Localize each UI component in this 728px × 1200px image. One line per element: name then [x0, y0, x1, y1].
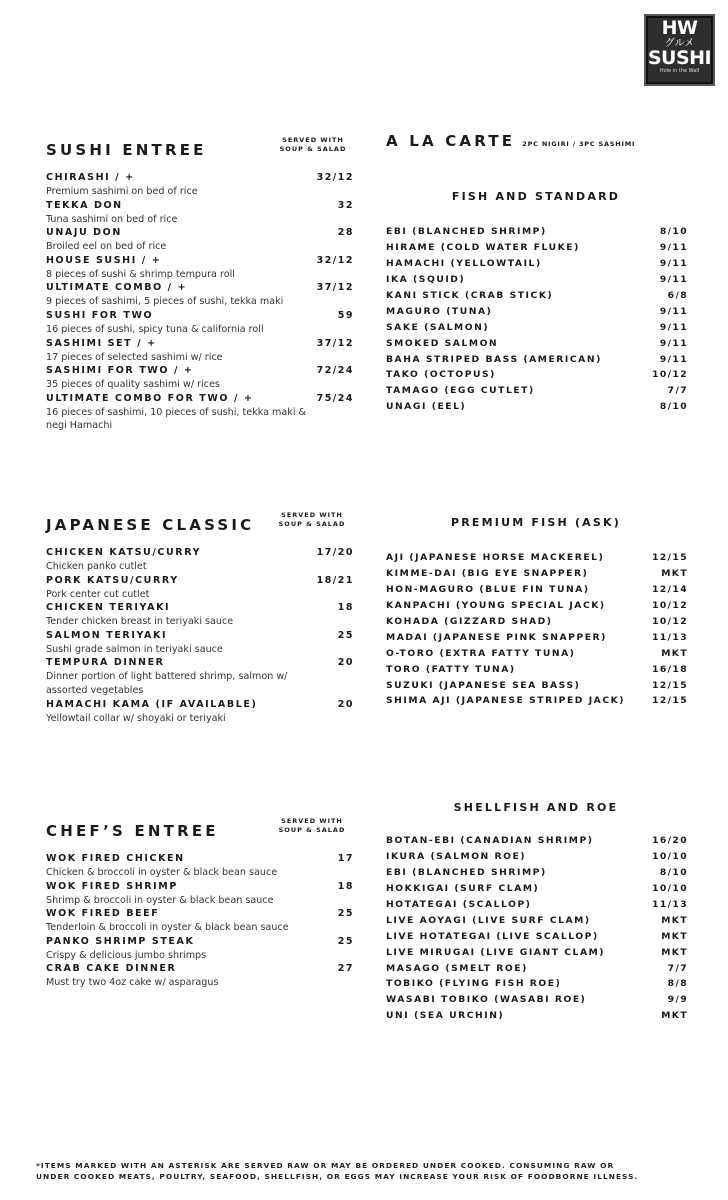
menu-item-description: 16 pieces of sushi, spicy tuna & california roll	[46, 323, 264, 335]
menu-item-price: 20	[337, 698, 354, 710]
a-la-carte-item-name: SAKE (SALMON)	[386, 321, 490, 333]
menu-items	[46, 852, 354, 990]
menu-item-row	[46, 574, 354, 588]
menu-item-row	[46, 199, 354, 213]
a-la-carte-item-name: O-TORO (EXTRA FATTY TUNA)	[386, 647, 576, 659]
a-la-carte-item-price: 12/14	[652, 584, 688, 596]
a-la-carte-title: A LA CARTE	[386, 132, 516, 150]
a-la-carte-item	[386, 399, 688, 415]
served-with-line1: SERVED WITH	[281, 817, 343, 825]
a-la-carte-item-name: UNAGI (EEL)	[386, 401, 467, 413]
menu-item-name: PORK KATSU/CURRY	[46, 574, 179, 586]
a-la-carte-item-price: 11/13	[652, 631, 688, 643]
menu-item	[46, 364, 354, 392]
menu-item	[46, 656, 354, 697]
a-la-carte-item	[386, 614, 688, 630]
served-with-note	[277, 511, 347, 529]
menu-item-row	[46, 907, 354, 921]
served-with-note	[278, 136, 348, 154]
a-la-carte-item-name: KANPACHI (YOUNG SPECIAL JACK)	[386, 600, 606, 612]
menu-item	[46, 852, 354, 880]
menu-item-description: 16 pieces of sashimi, 10 pieces of sushi, tekka maki & negi Hamachi	[46, 406, 307, 432]
menu-item	[46, 226, 354, 254]
a-la-carte-item-name: BAHA STRIPED BASS (AMERICAN)	[386, 353, 602, 365]
a-la-carte-item-name: MASAGO (SMELT ROE)	[386, 962, 528, 974]
shellfish-roe-list	[386, 833, 688, 1024]
a-la-carte-item	[386, 645, 688, 661]
menu-item-description: Shrimp & broccoli in oyster & black bean sauce	[46, 894, 274, 906]
menu-item-description: Yellowtail collar w/ shoyaki or teriyaki	[46, 712, 226, 724]
a-la-carte-item-name: SUZUKI (JAPANESE SEA BASS)	[386, 679, 581, 691]
disclaimer-line-1: *ITEMS MARKED WITH AN ASTERISK ARE SERVED RAW OR MAY BE ORDERED UNDER COOKED. CONSUMING RAW OR	[36, 1161, 615, 1170]
menu-item-name: WOK FIRED SHRIMP	[46, 880, 178, 892]
a-la-carte-subtitle: 2PC NIGIRI / 3PC SASHIMI	[522, 140, 636, 148]
menu-item-row	[46, 629, 354, 643]
menu-item	[46, 880, 354, 908]
fish-standard-list	[386, 224, 688, 415]
a-la-carte-item-name: HOTATEGAI (SCALLOP)	[386, 899, 532, 910]
menu-item-description: Chicken panko cutlet	[46, 561, 147, 572]
menu-item	[46, 281, 354, 309]
a-la-carte-item-name: SHIMA AJI (JAPANESE STRIPED JACK)	[386, 695, 626, 707]
menu-item-name: SUSHI FOR TWO	[46, 309, 154, 321]
a-la-carte-item-name: HOKKIGAI (SURF CLAM)	[386, 883, 540, 895]
a-la-carte-item-name: HAMACHI (YELLOWTAIL)	[386, 258, 542, 270]
menu-item-name: TEMPURA DINNER	[46, 657, 165, 669]
disclaimer-line-2: UNDER COOKED MEATS, POULTRY, SEAFOOD, SHELLFISH, OR EGGS MAY INCREASE YOUR RISK OF FOODBORNE ILLNESS.	[36, 1172, 639, 1181]
a-la-carte-item-price: 9/11	[659, 305, 688, 317]
a-la-carte-item	[386, 256, 688, 272]
menu-item	[46, 309, 354, 337]
a-la-carte-item-price: 10/10	[652, 851, 688, 863]
menu-item	[46, 574, 354, 602]
a-la-carte-item-price: 10/10	[652, 883, 688, 895]
menu-item-price: 18	[337, 880, 354, 892]
a-la-carte-item-price: 9/11	[659, 353, 688, 365]
a-la-carte-item-price: MKT	[661, 914, 688, 926]
menu-item-description: 9 pieces of sashimi, 5 pieces of sushi, tekka maki	[46, 296, 284, 308]
menu-item-description: 17 pieces of selected sashimi w/ rice	[46, 351, 223, 363]
menu-item	[46, 546, 354, 574]
a-la-carte-item	[386, 661, 688, 677]
logo-tagline: Hole in the Wall	[659, 68, 700, 74]
menu-item-price: 27	[337, 963, 354, 975]
a-la-carte-item-price: 16/18	[652, 663, 688, 675]
menu-item-name: SASHIMI FOR TWO / +	[46, 365, 194, 377]
menu-item-price: 32	[337, 199, 354, 211]
menu-item-row	[46, 254, 354, 268]
a-la-carte-item-price: MKT	[661, 946, 688, 958]
served-with-note	[277, 817, 347, 835]
a-la-carte-item-price: MKT	[661, 1010, 688, 1022]
a-la-carte-item	[386, 833, 688, 849]
logo-sushi-text: SUSHI	[647, 47, 712, 69]
menu-item-name: PANKO SHRIMP STEAK	[46, 935, 195, 947]
menu-item-row	[46, 226, 354, 240]
a-la-carte-item-price: 7/7	[667, 385, 688, 397]
menu-item-name: UNAJU DON	[46, 227, 122, 239]
a-la-carte-item-price: 9/11	[659, 258, 688, 270]
premium-fish-title: PREMIUM FISH (ASK)	[451, 516, 621, 529]
menu-item-price: 17/20	[316, 547, 354, 558]
menu-item	[46, 629, 354, 657]
menu-item-description: Premium sashimi on bed of rice	[46, 186, 198, 197]
menu-item-description: Must try two 4oz cake w/ asparagus	[46, 977, 219, 989]
menu-item-price: 17	[337, 853, 354, 864]
a-la-carte-item-price: 10/12	[652, 369, 688, 381]
a-la-carte-item-name: IKA (SQUID)	[386, 274, 466, 286]
a-la-carte-item-name: MAGURO (TUNA)	[386, 305, 493, 317]
menu-item-price: 25	[337, 908, 354, 920]
a-la-carte-item	[386, 224, 688, 240]
menu-item-description: Sushi grade salmon in teriyaki sauce	[46, 643, 223, 655]
menu-item-description: Pork center cut cutlet	[46, 588, 150, 600]
a-la-carte-item	[386, 240, 688, 256]
a-la-carte-item	[386, 550, 688, 566]
menu-items	[46, 546, 354, 725]
a-la-carte-item	[386, 319, 688, 335]
menu-item-row	[46, 656, 354, 670]
menu-item-price: 18/21	[316, 574, 354, 586]
a-la-carte-item-name: KIMME-DAI (BIG EYE SNAPPER)	[386, 568, 589, 580]
menu-item	[46, 698, 354, 726]
menu-item-price: 32/12	[316, 172, 354, 183]
menu-item-price: 18	[337, 602, 354, 614]
a-la-carte-item	[386, 928, 688, 944]
menu-item-name: WOK FIRED CHICKEN	[46, 853, 185, 864]
a-la-carte-item	[386, 912, 688, 928]
a-la-carte-item-name: TAKO (OCTOPUS)	[386, 369, 496, 381]
menu-item-row	[46, 852, 354, 866]
menu-item-row	[46, 880, 354, 894]
menu-item	[46, 935, 354, 963]
a-la-carte-item-price: 7/7	[667, 962, 688, 974]
a-la-carte-item-name: BOTAN-EBI (CANADIAN SHRIMP)	[386, 835, 594, 847]
logo-hw-text: HW	[661, 17, 698, 39]
a-la-carte-item	[386, 992, 688, 1008]
menu-item-row	[46, 601, 354, 615]
a-la-carte-item	[386, 582, 688, 598]
a-la-carte-item-price: 8/10	[659, 401, 688, 413]
a-la-carte-item-price: 8/8	[667, 978, 688, 990]
a-la-carte-item-price: 9/11	[659, 274, 688, 286]
menu-item-price: 28	[337, 227, 354, 239]
a-la-carte-item-price: MKT	[661, 568, 688, 580]
menu-item	[46, 337, 354, 365]
menu-item	[46, 907, 354, 935]
a-la-carte-item	[386, 865, 688, 881]
a-la-carte-item	[386, 1008, 688, 1024]
a-la-carte-item	[386, 598, 688, 614]
a-la-carte-item	[386, 849, 688, 865]
menu-item	[46, 199, 354, 227]
a-la-carte-item-name: LIVE HOTATEGAI (LIVE SCALLOP)	[386, 930, 599, 942]
a-la-carte-item-name: LIVE AOYAGI (LIVE SURF CLAM)	[386, 914, 591, 926]
section-title: CHEF’S ENTREE	[46, 822, 219, 840]
menu-item-name: ULTIMATE COMBO / +	[46, 282, 188, 294]
a-la-carte-item-price: 9/11	[659, 242, 688, 254]
a-la-carte-item-price: 9/11	[659, 337, 688, 349]
menu-item-name: CRAB CAKE DINNER	[46, 963, 177, 975]
a-la-carte-item-name: KANI STICK (CRAB STICK)	[386, 290, 554, 301]
a-la-carte-item-name: TOBIKO (FLYING FISH ROE)	[386, 978, 562, 990]
a-la-carte-item-name: UNI (SEA URCHIN)	[386, 1010, 505, 1022]
served-with-line2: SOUP & SALAD	[279, 145, 347, 153]
menu-item	[46, 962, 354, 990]
a-la-carte-item-price: 6/8	[667, 290, 688, 301]
served-with-line1: SERVED WITH	[282, 136, 344, 144]
menu-item-name: CHIRASHI / +	[46, 172, 135, 183]
chefs-entree-section	[46, 817, 354, 990]
menu-item-name: TEKKA DON	[46, 199, 123, 211]
a-la-carte-item	[386, 693, 688, 709]
menu-item-row	[46, 171, 354, 185]
a-la-carte-item-price: 10/12	[652, 600, 688, 612]
a-la-carte-item-price: 8/10	[659, 226, 688, 238]
menu-item	[46, 254, 354, 282]
a-la-carte-item-name: HIRAME (COLD WATER FLUKE)	[386, 242, 580, 254]
menu-item-description: Broiled eel on bed of rice	[46, 241, 167, 253]
served-with-line1: SERVED WITH	[281, 511, 343, 519]
sushi-entree-section	[46, 136, 354, 433]
menu-item-price: 75/24	[316, 392, 354, 404]
menu-item-row	[46, 281, 354, 295]
a-la-carte-item-price: 11/13	[652, 899, 688, 910]
a-la-carte-item-price: MKT	[661, 647, 688, 659]
a-la-carte-item-name: EBI (BLANCHED SHRIMP)	[386, 226, 547, 238]
a-la-carte-item	[386, 566, 688, 582]
menu-item-description: Chicken & broccoli in oyster & black bean sauce	[46, 867, 278, 878]
a-la-carte-item	[386, 383, 688, 399]
a-la-carte-item-price: 12/15	[652, 695, 688, 707]
a-la-carte-item-price: 9/11	[659, 321, 688, 333]
menu-item-description: Dinner portion of light battered shrimp, salmon w/ assorted vegetables	[46, 671, 288, 696]
menu-item-description: 35 pieces of quality sashimi w/ rices	[46, 379, 220, 391]
a-la-carte-item	[386, 960, 688, 976]
menu-item-name: WOK FIRED BEEF	[46, 908, 160, 920]
menu-items	[46, 171, 354, 433]
menu-item-description: 8 pieces of sushi & shrimp tempura roll	[46, 268, 235, 280]
a-la-carte-item	[386, 367, 688, 383]
menu-item-row	[46, 698, 354, 712]
shellfish-roe-title: SHELLFISH AND ROE	[453, 801, 619, 814]
a-la-carte-item	[386, 303, 688, 319]
a-la-carte-item	[386, 288, 688, 304]
a-la-carte-item-name: SMOKED SALMON	[386, 337, 499, 349]
a-la-carte-item	[386, 897, 688, 913]
japanese-classic-section	[46, 511, 354, 725]
menu-item-description: Crispy & delicious jumbo shrimps	[46, 949, 207, 961]
a-la-carte-item	[386, 629, 688, 645]
served-with-line2: SOUP & SALAD	[278, 520, 346, 528]
a-la-carte-item-name: EBI (BLANCHED SHRIMP)	[386, 867, 547, 879]
a-la-carte-item-name: IKURA (SALMON ROE)	[386, 851, 527, 863]
menu-item-price: 20	[337, 657, 354, 669]
a-la-carte-item-name: HON-MAGURO (BLUE FIN TUNA)	[386, 584, 590, 596]
a-la-carte-item-name: TAMAGO (EGG CUTLET)	[386, 385, 535, 397]
a-la-carte-item-price: 12/15	[652, 552, 688, 564]
menu-item	[46, 392, 354, 433]
a-la-carte-item	[386, 272, 688, 288]
served-with-line2: SOUP & SALAD	[278, 826, 346, 834]
menu-item-price: 37/12	[316, 282, 354, 294]
menu-item-row	[46, 309, 354, 323]
a-la-carte-item-name: KOHADA (GIZZARD SHAD)	[386, 616, 553, 627]
menu-item	[46, 171, 354, 199]
menu-item-row	[46, 935, 354, 949]
a-la-carte-item-name: AJI (JAPANESE HORSE MACKEREL)	[386, 552, 605, 564]
restaurant-logo	[644, 14, 715, 86]
menu-item-row	[46, 392, 354, 406]
premium-fish-list	[386, 550, 688, 709]
menu-item-row	[46, 962, 354, 976]
a-la-carte-item	[386, 976, 688, 992]
menu-item-price: 59	[337, 309, 354, 321]
a-la-carte-item	[386, 881, 688, 897]
menu-item-price: 25	[337, 629, 354, 641]
menu-item-price: 72/24	[316, 365, 354, 377]
a-la-carte-item	[386, 944, 688, 960]
menu-item-row	[46, 546, 354, 560]
menu-item-price: 37/12	[316, 337, 354, 349]
a-la-carte-item-price: 9/9	[667, 994, 688, 1006]
a-la-carte-header	[386, 131, 635, 150]
a-la-carte-item	[386, 351, 688, 367]
a-la-carte-item-name: LIVE MIRUGAI (LIVE GIANT CLAM)	[386, 946, 606, 958]
a-la-carte-item-price: 16/20	[652, 835, 688, 847]
a-la-carte-item-name: WASABI TOBIKO (WASABI ROE)	[386, 994, 587, 1006]
a-la-carte-item-name: TORO (FATTY TUNA)	[386, 663, 516, 675]
menu-item-name: SALMON TERIYAKI	[46, 629, 168, 641]
a-la-carte-item-price: 12/15	[652, 679, 688, 691]
section-title: SUSHI ENTREE	[46, 141, 207, 159]
raw-food-disclaimer	[36, 1160, 716, 1182]
menu-item-name: SASHIMI SET / +	[46, 337, 157, 349]
logo-gurume-text: グルメ	[664, 38, 695, 49]
menu-item-name: HOUSE SUSHI / +	[46, 254, 162, 266]
a-la-carte-item	[386, 677, 688, 693]
menu-item-name: CHICKEN KATSU/CURRY	[46, 547, 202, 558]
menu-item-name: ULTIMATE COMBO FOR TWO / +	[46, 392, 254, 404]
menu-item-description: Tuna sashimi on bed of rice	[46, 213, 178, 225]
menu-item	[46, 601, 354, 629]
a-la-carte-item-price: 8/10	[659, 867, 688, 879]
menu-item-price: 32/12	[316, 254, 354, 266]
menu-item-row	[46, 337, 354, 351]
fish-standard-title: FISH AND STANDARD	[451, 190, 621, 203]
a-la-carte-item	[386, 335, 688, 351]
a-la-carte-item-price: 10/12	[652, 616, 688, 627]
menu-item-name: CHICKEN TERIYAKI	[46, 602, 171, 614]
menu-item-name: HAMACHI KAMA (IF AVAILABLE)	[46, 698, 258, 710]
menu-item-description: Tender chicken breast in teriyaki sauce	[46, 616, 234, 628]
menu-item-row	[46, 364, 354, 378]
menu-item-description: Tenderloin & broccoli in oyster & black bean sauce	[46, 922, 289, 934]
menu-item-price: 25	[337, 935, 354, 947]
section-title: JAPANESE CLASSIC	[46, 516, 255, 534]
a-la-carte-item-name: MADAI (JAPANESE PINK SNAPPER)	[386, 631, 607, 643]
a-la-carte-item-price: MKT	[661, 930, 688, 942]
